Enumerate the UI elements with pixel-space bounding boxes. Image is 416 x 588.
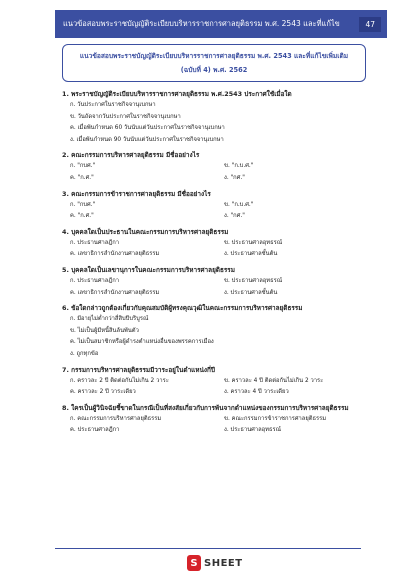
question-3	[62, 188, 370, 223]
question-text: 2. คณะกรรมการบริหารศาลยุติธรรม มีชื่ออย่างไร	[62, 151, 200, 160]
document-title-box	[62, 44, 366, 82]
question-2	[62, 149, 370, 184]
option-c: ค. "ก.ศ."	[70, 174, 94, 181]
question-list	[62, 88, 370, 440]
option-d: ง. คราวละ 4 ปี วาระเดียว	[224, 389, 289, 396]
option-b: ข. ประธานศาลอุทธรณ์	[224, 277, 283, 284]
option-a: ก. "กบศ."	[70, 163, 96, 170]
question-6	[62, 302, 370, 360]
sheet-logo	[187, 555, 243, 571]
question-5	[62, 264, 370, 299]
option-c: ค. "ก.ศ."	[70, 213, 94, 220]
option-b: ข. คณะกรรมการข้าราชการศาลยุติธรรม	[224, 415, 327, 422]
question-text: 4. บุคคลใดเป็นประธานในคณะกรรมการบริหารศาลยุติธรรม	[62, 227, 229, 236]
option-c: ค. คราวละ 2 ปี วาระเดียว	[70, 389, 136, 396]
question-8	[62, 402, 370, 437]
option-c: ค. ไม่เป็นสมาชิกหรือผู้ดำรงตำแหน่งอื่นของพรรคการเมือง	[70, 339, 214, 346]
option-c: ค. ประธานศาลฎีกา	[70, 427, 120, 434]
option-b: ข. "ก.บ.ศ."	[224, 163, 254, 170]
document-title-line-2: (ฉบับที่ 4) พ.ศ. 2562	[180, 66, 248, 74]
question-1	[62, 88, 370, 146]
logo-mark-icon: S	[187, 555, 201, 571]
option-d: ง. ประธานศาลชั้นต้น	[224, 251, 278, 258]
question-text: 5. บุคคลใดเป็นเลขานุการในคณะกรรมการบริหารศาลยุติธรรม	[62, 265, 235, 274]
option-d: ง. "กศ."	[224, 174, 245, 181]
option-d: ง. "กศ."	[224, 213, 245, 220]
option-d: ง. ถูกทุกข้อ	[70, 350, 99, 357]
option-d: ง. ประธานศาลอุทธรณ์	[224, 427, 281, 434]
footer-divider	[55, 548, 361, 549]
option-c: ค. เมื่อพ้นกำหนด 60 วันนับแต่วันประกาศในราชกิจจานุเบกษา	[70, 125, 225, 132]
option-c: ค. เลขาธิการสำนักงานศาลยุติธรรม	[70, 251, 160, 258]
option-a: ก. วันประกาศในราชกิจจานุเบกษา	[70, 102, 156, 108]
question-text: 8. ใครเป็นผู้วินิจฉัยชี้ขาดในกรณีเป็นที่สงสัยเกี่ยวกับการพ้นจากตำแหน่งของกรรมการบริหารศาลยุติธรรม	[62, 403, 349, 412]
question-text: 6. ข้อใดกล่าวถูกต้องเกี่ยวกับคุณสมบัติผู้ทรงคุณวุฒิในคณะกรรมการบริหารศาลยุติธรรม	[62, 304, 303, 313]
option-b: ข. ไม่เป็นผู้มีหนี้สินล้นพ้นตัว	[70, 327, 139, 334]
option-d: ง. เมื่อพ้นกำหนด 90 วันนับแต่วันประกาศในราชกิจจานุเบกษา	[70, 136, 224, 143]
option-a: ก. ประธานศาลฎีกา	[70, 277, 120, 284]
question-4	[62, 226, 370, 261]
option-a: ก. ประธานศาลฎีกา	[70, 239, 120, 246]
option-b: ข. "ก.บ.ศ."	[224, 201, 254, 208]
logo-text: SHEET	[204, 557, 243, 569]
option-a: ก. คณะกรรมการบริหารศาลยุติธรรม	[70, 415, 162, 422]
option-a: ก. "กบศ."	[70, 201, 96, 208]
option-a: ก. คราวละ 2 ปี ติดต่อกันไม่เกิน 2 วาระ	[70, 377, 169, 384]
option-b: ข. คราวละ 4 ปี ติดต่อกันไม่เกิน 2 วาระ	[224, 377, 324, 384]
option-b: ข. ประธานศาลอุทธรณ์	[224, 239, 283, 246]
page-header	[55, 10, 387, 38]
option-c: ค. เลขาธิการสำนักงานศาลยุติธรรม	[70, 289, 160, 296]
page-number: 47	[359, 17, 381, 32]
option-a: ก. มีอายุไม่ต่ำกว่าสี่สิบปีบริบูรณ์	[70, 316, 149, 323]
question-text: 7. กรรมการบริหารศาลยุติธรรมมีวาระอยู่ในตำแหน่งกี่ปี	[62, 365, 215, 374]
header-title: แนวข้อสอบพระราชบัญญัติระเบียบบริหารราชการศาลยุติธรรม พ.ศ. 2543 และที่แก้ไข	[63, 19, 340, 28]
question-7	[62, 364, 370, 399]
option-b: ข. วันถัดจากวันประกาศในราชกิจจานุเบกษา	[70, 113, 181, 120]
option-d: ง. ประธานศาลชั้นต้น	[224, 289, 278, 296]
question-text: 1. พระราชบัญญัติระเบียบบริหารราชการศาลยุติธรรม พ.ศ.2543 ประกาศใช้เมื่อใด	[62, 90, 292, 98]
document-title-line-1: แนวข้อสอบพระราชบัญญัติระเบียบบริหารราชการศาลยุติธรรม พ.ศ. 2543 และที่แก้ไขเพิ่มเติม	[79, 52, 349, 60]
question-text: 3. คณะกรรมการข้าราชการศาลยุติธรรม มีชื่ออย่างไร	[62, 189, 211, 198]
